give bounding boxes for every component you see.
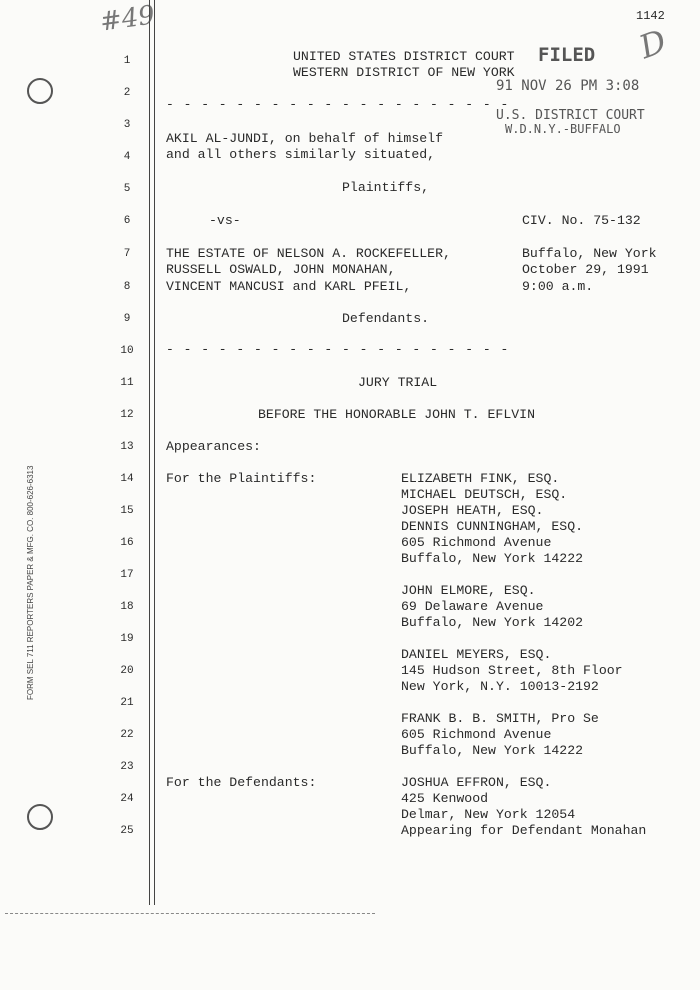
plaintiffs-label: Plaintiffs, (342, 180, 430, 195)
line-number: 11 (120, 377, 134, 389)
counsel-line: JOHN ELMORE, ESQ. (401, 583, 536, 598)
court-name: UNITED STATES DISTRICT COURT (293, 49, 515, 64)
counsel-line: 605 Richmond Avenue (401, 727, 552, 742)
versus: -vs- (209, 213, 241, 228)
punch-hole-bottom (27, 804, 53, 830)
page-number: 1142 (636, 9, 665, 23)
line-number: 3 (123, 119, 131, 131)
counsel-line: DANIEL MEYERS, ESQ. (401, 647, 552, 662)
counsel-line: 425 Kenwood (401, 791, 489, 806)
court-district: WESTERN DISTRICT OF NEW YORK (293, 65, 515, 80)
line-number: 8 (123, 281, 131, 293)
margin-line-left (149, 0, 150, 905)
counsel-line: ELIZABETH FINK, ESQ. (401, 471, 560, 486)
filed-stamp-date: 91 NOV 26 PM 3:08 (496, 78, 640, 94)
plaintiff-name: AKIL AL-JUNDI, on behalf of himself (166, 131, 443, 146)
counsel-line: Buffalo, New York 14222 (401, 551, 584, 566)
defendant-line: VINCENT MANCUSI and KARL PFEIL, (166, 279, 412, 294)
plaintiffs-counsel-label: For the Plaintiffs: (166, 471, 317, 486)
counsel-line: JOSEPH HEATH, ESQ. (401, 503, 544, 518)
defendants-counsel-label: For the Defendants: (166, 775, 317, 790)
line-number: 2 (123, 87, 131, 99)
line-number: 24 (120, 793, 134, 805)
line-number: 16 (120, 537, 134, 549)
filed-stamp: FILED (538, 44, 596, 66)
defendant-line: THE ESTATE OF NELSON A. ROCKEFELLER, (166, 246, 451, 261)
filed-stamp-court: U.S. DISTRICT COURT (496, 108, 645, 123)
counsel-line: 605 Richmond Avenue (401, 535, 552, 550)
handwritten-corner-mark: D (634, 21, 672, 67)
counsel-line: Appearing for Defendant Monahan (401, 823, 647, 838)
trial-time: 9:00 a.m. (522, 279, 594, 294)
form-margin-text: FORM SEL 711 REPORTERS PAPER & MFG. CO. 800-626-6313 (26, 465, 35, 700)
proceeding-title: JURY TRIAL (358, 375, 438, 390)
handwritten-exhibit-mark: #49 (98, 0, 157, 38)
filed-stamp-court-district: W.D.N.Y.-BUFFALO (505, 122, 621, 136)
trial-location: Buffalo, New York (522, 246, 657, 261)
bottom-rule (5, 913, 375, 914)
counsel-line: New York, N.Y. 10013-2192 (401, 679, 599, 694)
line-number: 4 (123, 151, 131, 163)
civil-number: CIV. No. 75-132 (522, 213, 641, 228)
counsel-line: Buffalo, New York 14202 (401, 615, 584, 630)
line-number: 15 (120, 505, 134, 517)
line-number: 10 (120, 345, 134, 357)
counsel-line: 69 Delaware Avenue (401, 599, 544, 614)
line-number: 7 (123, 248, 131, 260)
counsel-line: Buffalo, New York 14222 (401, 743, 584, 758)
plaintiff-class: and all others similarly situated, (166, 147, 436, 162)
line-number: 23 (120, 761, 134, 773)
line-number: 25 (120, 825, 134, 837)
presiding-judge: BEFORE THE HONORABLE JOHN T. EFLVIN (258, 407, 535, 422)
counsel-line: DENNIS CUNNINGHAM, ESQ. (401, 519, 584, 534)
appearances-heading: Appearances: (166, 439, 261, 454)
counsel-line: JOSHUA EFFRON, ESQ. (401, 775, 552, 790)
line-number: 9 (123, 313, 131, 325)
margin-line-right (154, 0, 155, 905)
line-number: 21 (120, 697, 134, 709)
line-number: 6 (123, 215, 131, 227)
line-number: 5 (123, 183, 131, 195)
line-number: 20 (120, 665, 134, 677)
counsel-line: MICHAEL DEUTSCH, ESQ. (401, 487, 568, 502)
line-number: 19 (120, 633, 134, 645)
counsel-line: FRANK B. B. SMITH, Pro Se (401, 711, 599, 726)
caption-divider-bottom: - - - - - - - - - - - - - - - - - - - - (166, 342, 510, 357)
line-number: 22 (120, 729, 134, 741)
line-number: 1 (123, 55, 131, 67)
line-number: 18 (120, 601, 134, 613)
line-number: 17 (120, 569, 134, 581)
counsel-line: 145 Hudson Street, 8th Floor (401, 663, 623, 678)
caption-divider-top: - - - - - - - - - - - - - - - - - - - - (166, 97, 510, 112)
counsel-line: Delmar, New York 12054 (401, 807, 576, 822)
trial-date: October 29, 1991 (522, 262, 649, 277)
defendants-label: Defendants. (342, 311, 430, 326)
line-number: 14 (120, 473, 134, 485)
punch-hole-top (27, 78, 53, 104)
line-number: 13 (120, 441, 134, 453)
defendant-line: RUSSELL OSWALD, JOHN MONAHAN, (166, 262, 396, 277)
line-number: 12 (120, 409, 134, 421)
